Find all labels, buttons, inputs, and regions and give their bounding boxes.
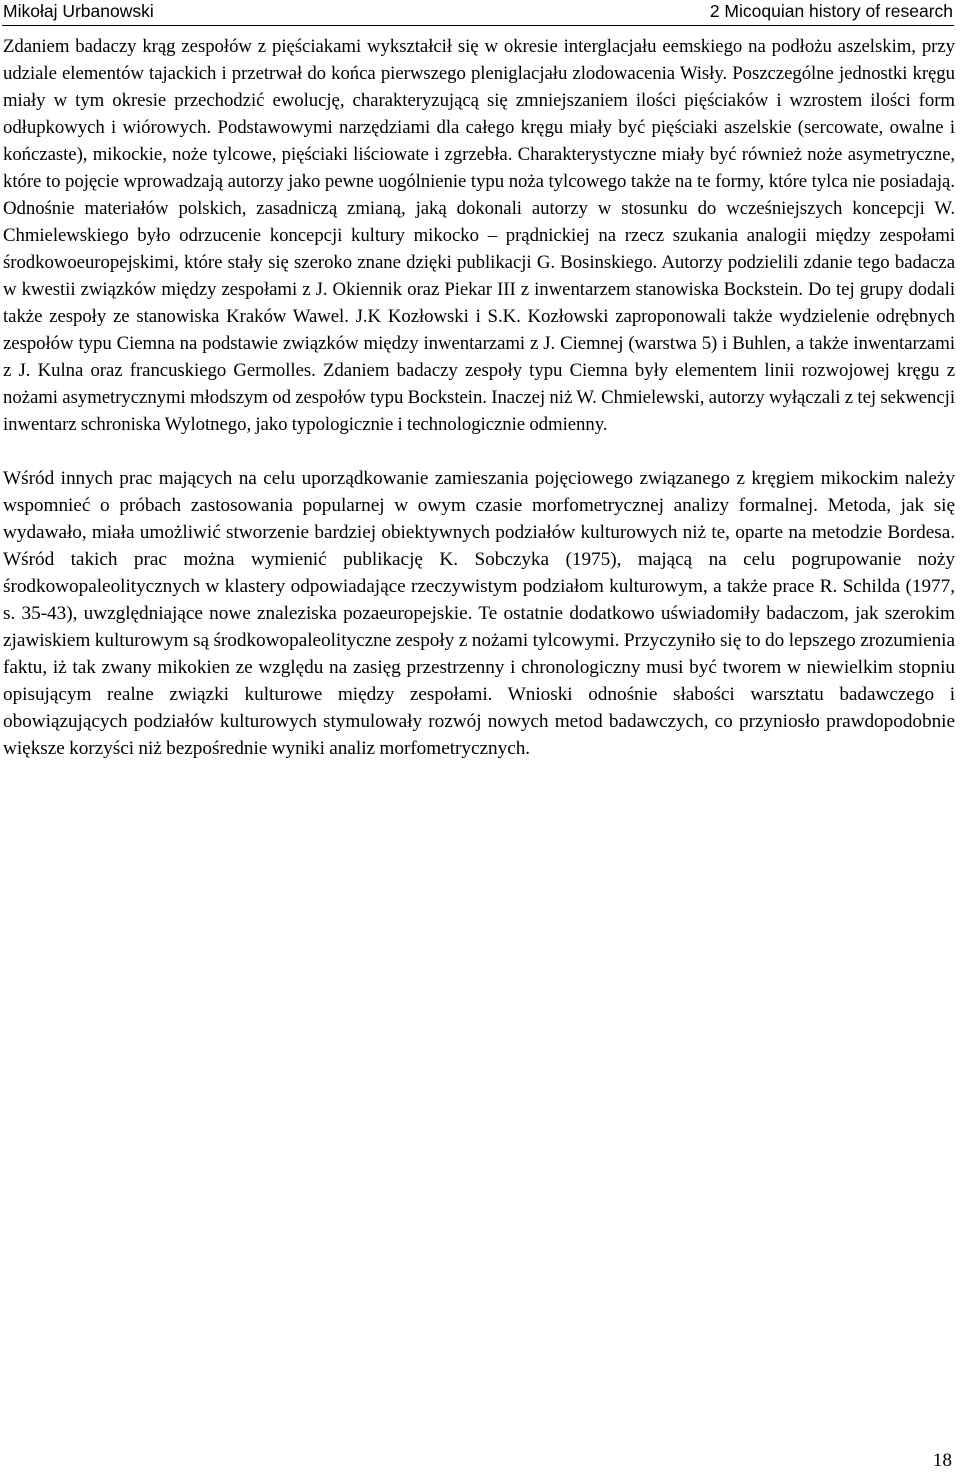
header-rule	[2, 25, 954, 26]
header-author: Mikołaj Urbanowski	[3, 1, 154, 21]
page-number: 18	[932, 1450, 952, 1471]
running-header	[0, 0, 953, 24]
body-text	[3, 33, 955, 762]
paragraph-2: Wśród innych prac mających na celu uporządkowanie zamieszania pojęciowego związanego z kręgiem mikockim należy wspomnieć o próbach zastosowania popularnej w owym czasie morfometrycznej analizy formalnej. Metoda, jak się wydawało, miała umożliwić stworzenie bardziej obiektywnych podziałów kulturowych niż te, oparte na metodzie Bordesa. Wśród takich prac można wymienić publikację K. Sobczyka (1975), mającą na celu pogrupowanie noży środkowopaleolitycznych w klastery odpowiadające rzeczywistym podziałom kulturowym, a także prace R. Schilda (1977, s. 35-43), uwzględniające nowe znaleziska pozaeuropejskie. Te ostatnie dodatkowo uświadomiły badaczom, jak szerokim zjawiskiem kulturowym są środkowopaleolityczne zespoły z nożami tylcowymi. Przyczyniło się to do lepszego zrozumienia faktu, iż tak zwany mikokien ze względu na zasięg przestrzenny i chronologiczny musi być tworem w niewielkim stopniu opisującym realne związki kulturowe między zespołami. Wnioski odnośnie słabości warsztatu badawczego i obowiązujących podziałów kulturowych stymulowały rozwój nowych metod badawczych, co przyniosło prawdopodobnie większe korzyści niż bezpośrednie wyniki analiz morfometrycznych.	[3, 468, 955, 759]
header-chapter-title: 2 Micoquian history of research	[709, 1, 953, 21]
paragraph-1: Zdaniem badaczy krąg zespołów z pięściakami wykształcił się w okresie interglacjału eemskiego na podłożu aszelskim, przy udziale elementów tajackich i przetrwał do końca pierwszego pleniglacjału zlodowacenia Wisły. Poszczególne jednostki kręgu miały w tym okresie przechodzić ewolucję, charakteryzującą się zmniejszaniem ilości pięściaków i wzrostem ilości form odłupkowych i wiórowych. Podstawowymi narzędziami dla całego kręgu miały być pięściaki aszelskie (sercowate, owalne i kończaste), mikockie, noże tylcowe, pięściaki liściowate i zgrzebła. Charakterystyczne miały być również noże asymetryczne, które to pojęcie wprowadzają autorzy jako pewne uogólnienie typu noża tylcowego także na te formy, które tylca nie posiadają. Odnośnie materiałów polskich, zasadniczą zmianą, jaką dokonali autorzy w stosunku do wcześniejszych koncepcji W. Chmielewskiego było odrzucenie koncepcji kultury mikocko – prądnickiej na rzecz szukania analogii między zespołami środkowoeuropejskimi, które stały się szeroko znane dzięki publikacji G. Bosinskiego. Autorzy podzielili zdanie tego badacza w kwestii związków między zespołami z J. Okiennik oraz Piekar III z inwentarzem stanowiska Bockstein. Do tej grupy dodali także zespoły ze stanowiska Kraków Wawel. J.K Kozłowski i S.K. Kozłowski zaproponowali także wydzielenie odrębnych zespołów typu Ciemna na podstawie związków między inwentarzami z J. Ciemnej (warstwa 5) i Buhlen, a także inwentarzami z J. Kulna oraz francuskiego Germolles. Zdaniem badaczy zespoły typu Ciemna były elementem linii rozwojowej kręgu z nożami asymetrycznymi młodszym od zespołów typu Bockstein. Inaczej niż W. Chmielewski, autorzy wyłączali z tej sekwencji inwentarz schroniska Wylotnego, jako typologicznie i technologicznie odmienny.	[3, 36, 955, 435]
